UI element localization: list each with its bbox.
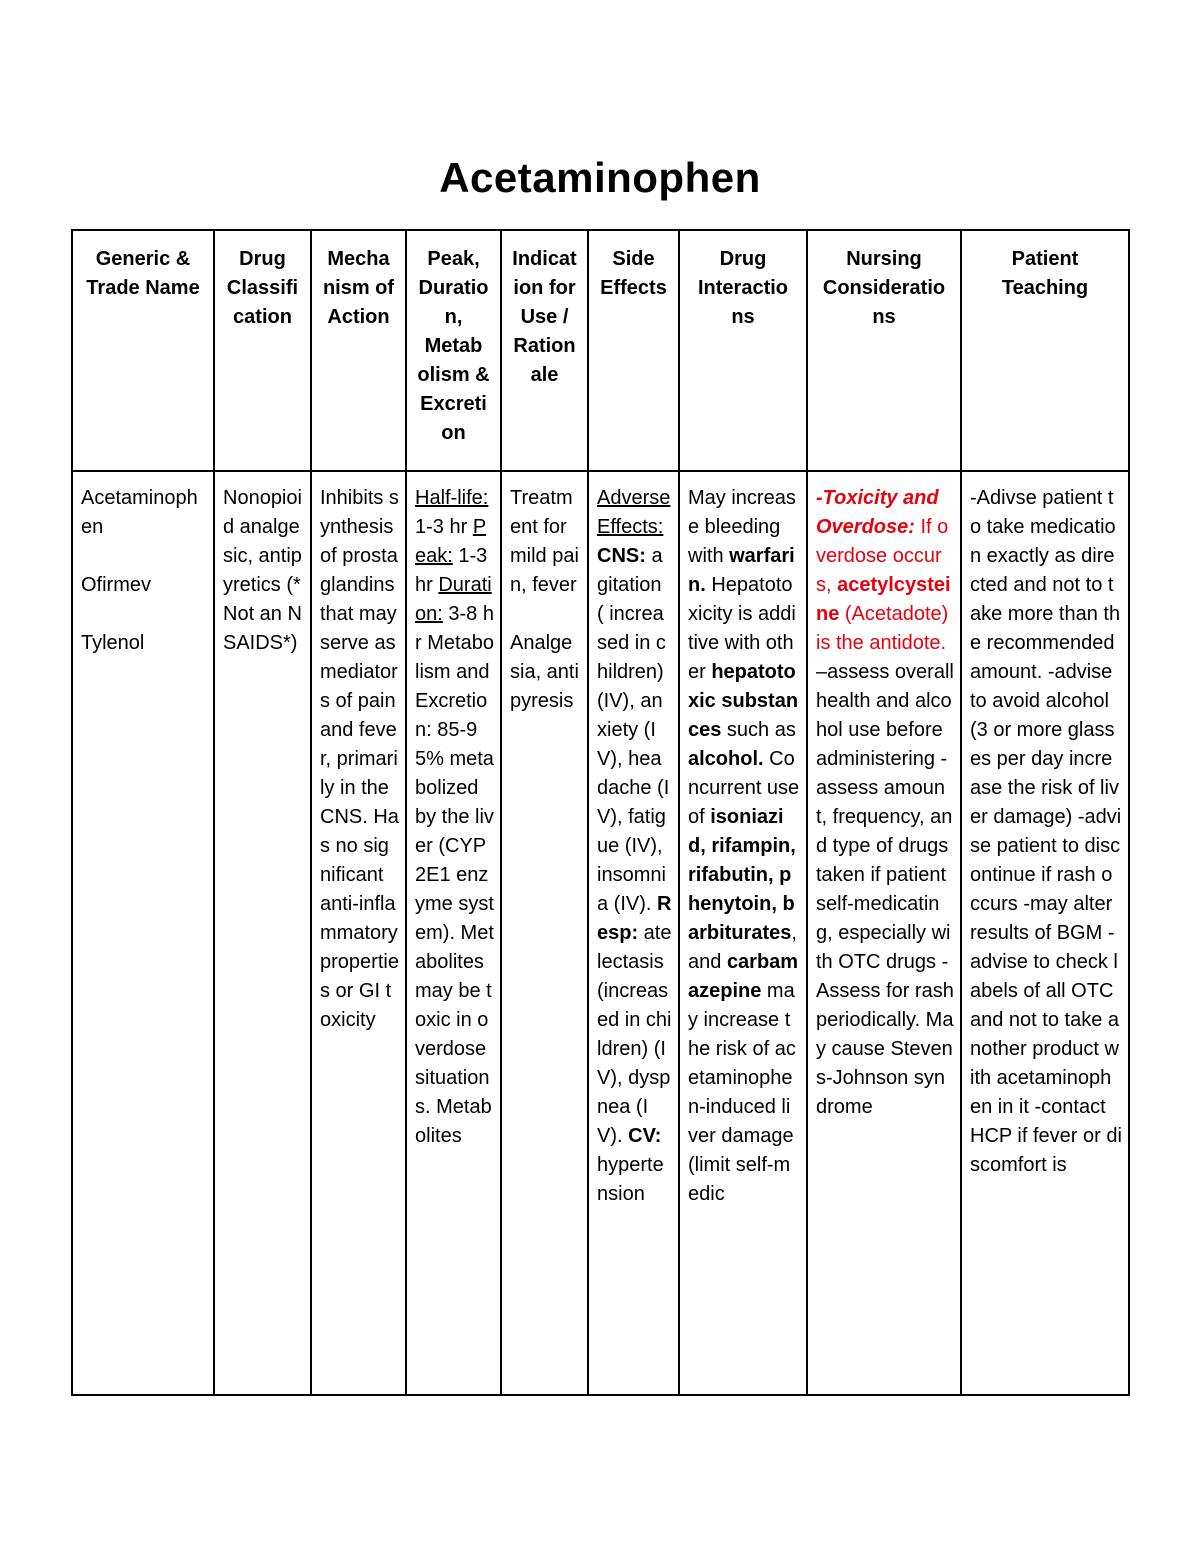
cell-patient-teaching: -Adivse patient to take medication exactly as directed and not to take more than the recommended amount. -advise to avoid alcohol (3 or more glasses per day increase the risk of liver damage) -advise patient to discontinue if rash occurs -may alter results of BGM -advise to check labels of all OTC and not to take another product with acetaminophen in it -contact HCP if fever or discomfort is [961, 471, 1129, 1395]
header-generic-trade-name: Generic & Trade Name [72, 230, 214, 471]
header-drug-interactions: Drug Interactio ns [679, 230, 807, 471]
peak-value: 1-3 hr [415, 545, 488, 596]
page-title: Acetaminophen [439, 154, 761, 201]
interaction-text: May increase bleeding with [688, 487, 796, 567]
indication-line-2: Analgesia, antipyresis [510, 632, 579, 712]
table-row [72, 471, 1129, 1395]
resp-label: Resp: [597, 893, 672, 944]
interaction-drug: carbamazepine [688, 951, 799, 1002]
cv-text: hypertension [597, 1154, 664, 1205]
interaction-text: Concurrent use of [688, 748, 800, 828]
trade-name-tylenol: Tylenol [81, 632, 145, 654]
peak-label: Peak: [415, 516, 487, 567]
drug-card-table [71, 229, 1130, 1396]
indication-line-1: Treatment for mild pain, fever [510, 487, 579, 596]
interaction-drug: warfarin. [688, 545, 795, 596]
interaction-text: , and [688, 922, 797, 973]
antidote-text: (Acetadote) is the antidote. [816, 603, 949, 654]
resp-text: atelectasis (increased in children) (IV), dyspnea (IV). [597, 922, 672, 1147]
header-side-effects: Side Effects [588, 230, 679, 471]
interaction-drug: hepatotoxic substances [688, 661, 799, 741]
interaction-text: such as [721, 719, 796, 741]
cell-mechanism: Inhibits synthesis of prostaglandins that may serve as mediators of pain and fever, primarily in the CNS. Has no significant anti-inflammatory properties or GI toxicity [311, 471, 406, 1395]
toxicity-heading: -Toxicity and Overdose: [816, 487, 939, 538]
half-life-label: Half-life: [415, 487, 489, 509]
header-pharmacokinetics: Peak, Duratio n, Metab olism & Excreti on [406, 230, 501, 471]
cell-pharmacokinetics [406, 471, 501, 1395]
interaction-drug: isoniazid, rifampin, rifabutin, phenytoin, barbiturates [688, 806, 796, 944]
metabolism-text: Metabolism and Excretion: 85-95% metabolized by the liver (CYP2E1 enzyme system). Metabolites may be toxic in overdose situations. Metabolites [415, 632, 494, 1147]
header-drug-classification: Drug Classifi cation [214, 230, 311, 471]
toxicity-text: If overdose occurs, [816, 516, 949, 596]
duration-value: 3-8 hr [415, 603, 494, 654]
cell-nursing-considerations [807, 471, 961, 1395]
table-header-row [72, 230, 1129, 471]
header-mechanism-of-action: Mecha nism of Action [311, 230, 406, 471]
cell-side-effects [588, 471, 679, 1395]
cell-classification: Nonopioid analgesic, antipyretics (*Not an NSAIDS*) [214, 471, 311, 1395]
interaction-text: Hepatotoxicity is additive with other [688, 574, 796, 683]
cv-label: CV: [628, 1125, 662, 1147]
interaction-text: may increase the risk of acetaminophen-induced liver damage (limit self-medic [688, 980, 796, 1205]
generic-name: Acetaminophen [81, 487, 198, 538]
antidote-name: acetylcysteine [816, 574, 951, 625]
header-nursing-considerations: Nursing Consideratio ns [807, 230, 961, 471]
cns-text: agitation ( increased in children) (IV), anxiety (IV), headache (IV), fatigue (IV), insomnia (IV). [597, 545, 670, 915]
cns-label: CNS: [597, 545, 646, 567]
interaction-drug: alcohol. [688, 748, 764, 770]
cell-indication [501, 471, 588, 1395]
adverse-effects-heading: Adverse Effects: [597, 487, 671, 538]
duration-label: Duration: [415, 574, 492, 625]
half-life-value: 1-3 hr [415, 516, 468, 538]
nursing-text: –assess overall health and alcohol use before administering -assess amount, frequency, and type of drugs taken if patient self-medicating, especially with OTC drugs -Assess for rash periodically. May cause Stevens-Johnson syndrome [816, 661, 954, 1118]
cell-generic-trade [72, 471, 214, 1395]
header-patient-teaching: Patient Teaching [961, 230, 1129, 471]
cell-drug-interactions [679, 471, 807, 1395]
trade-name-ofirmev: Ofirmev [81, 574, 151, 596]
header-indication: Indicat ion for Use / Ration ale [501, 230, 588, 471]
